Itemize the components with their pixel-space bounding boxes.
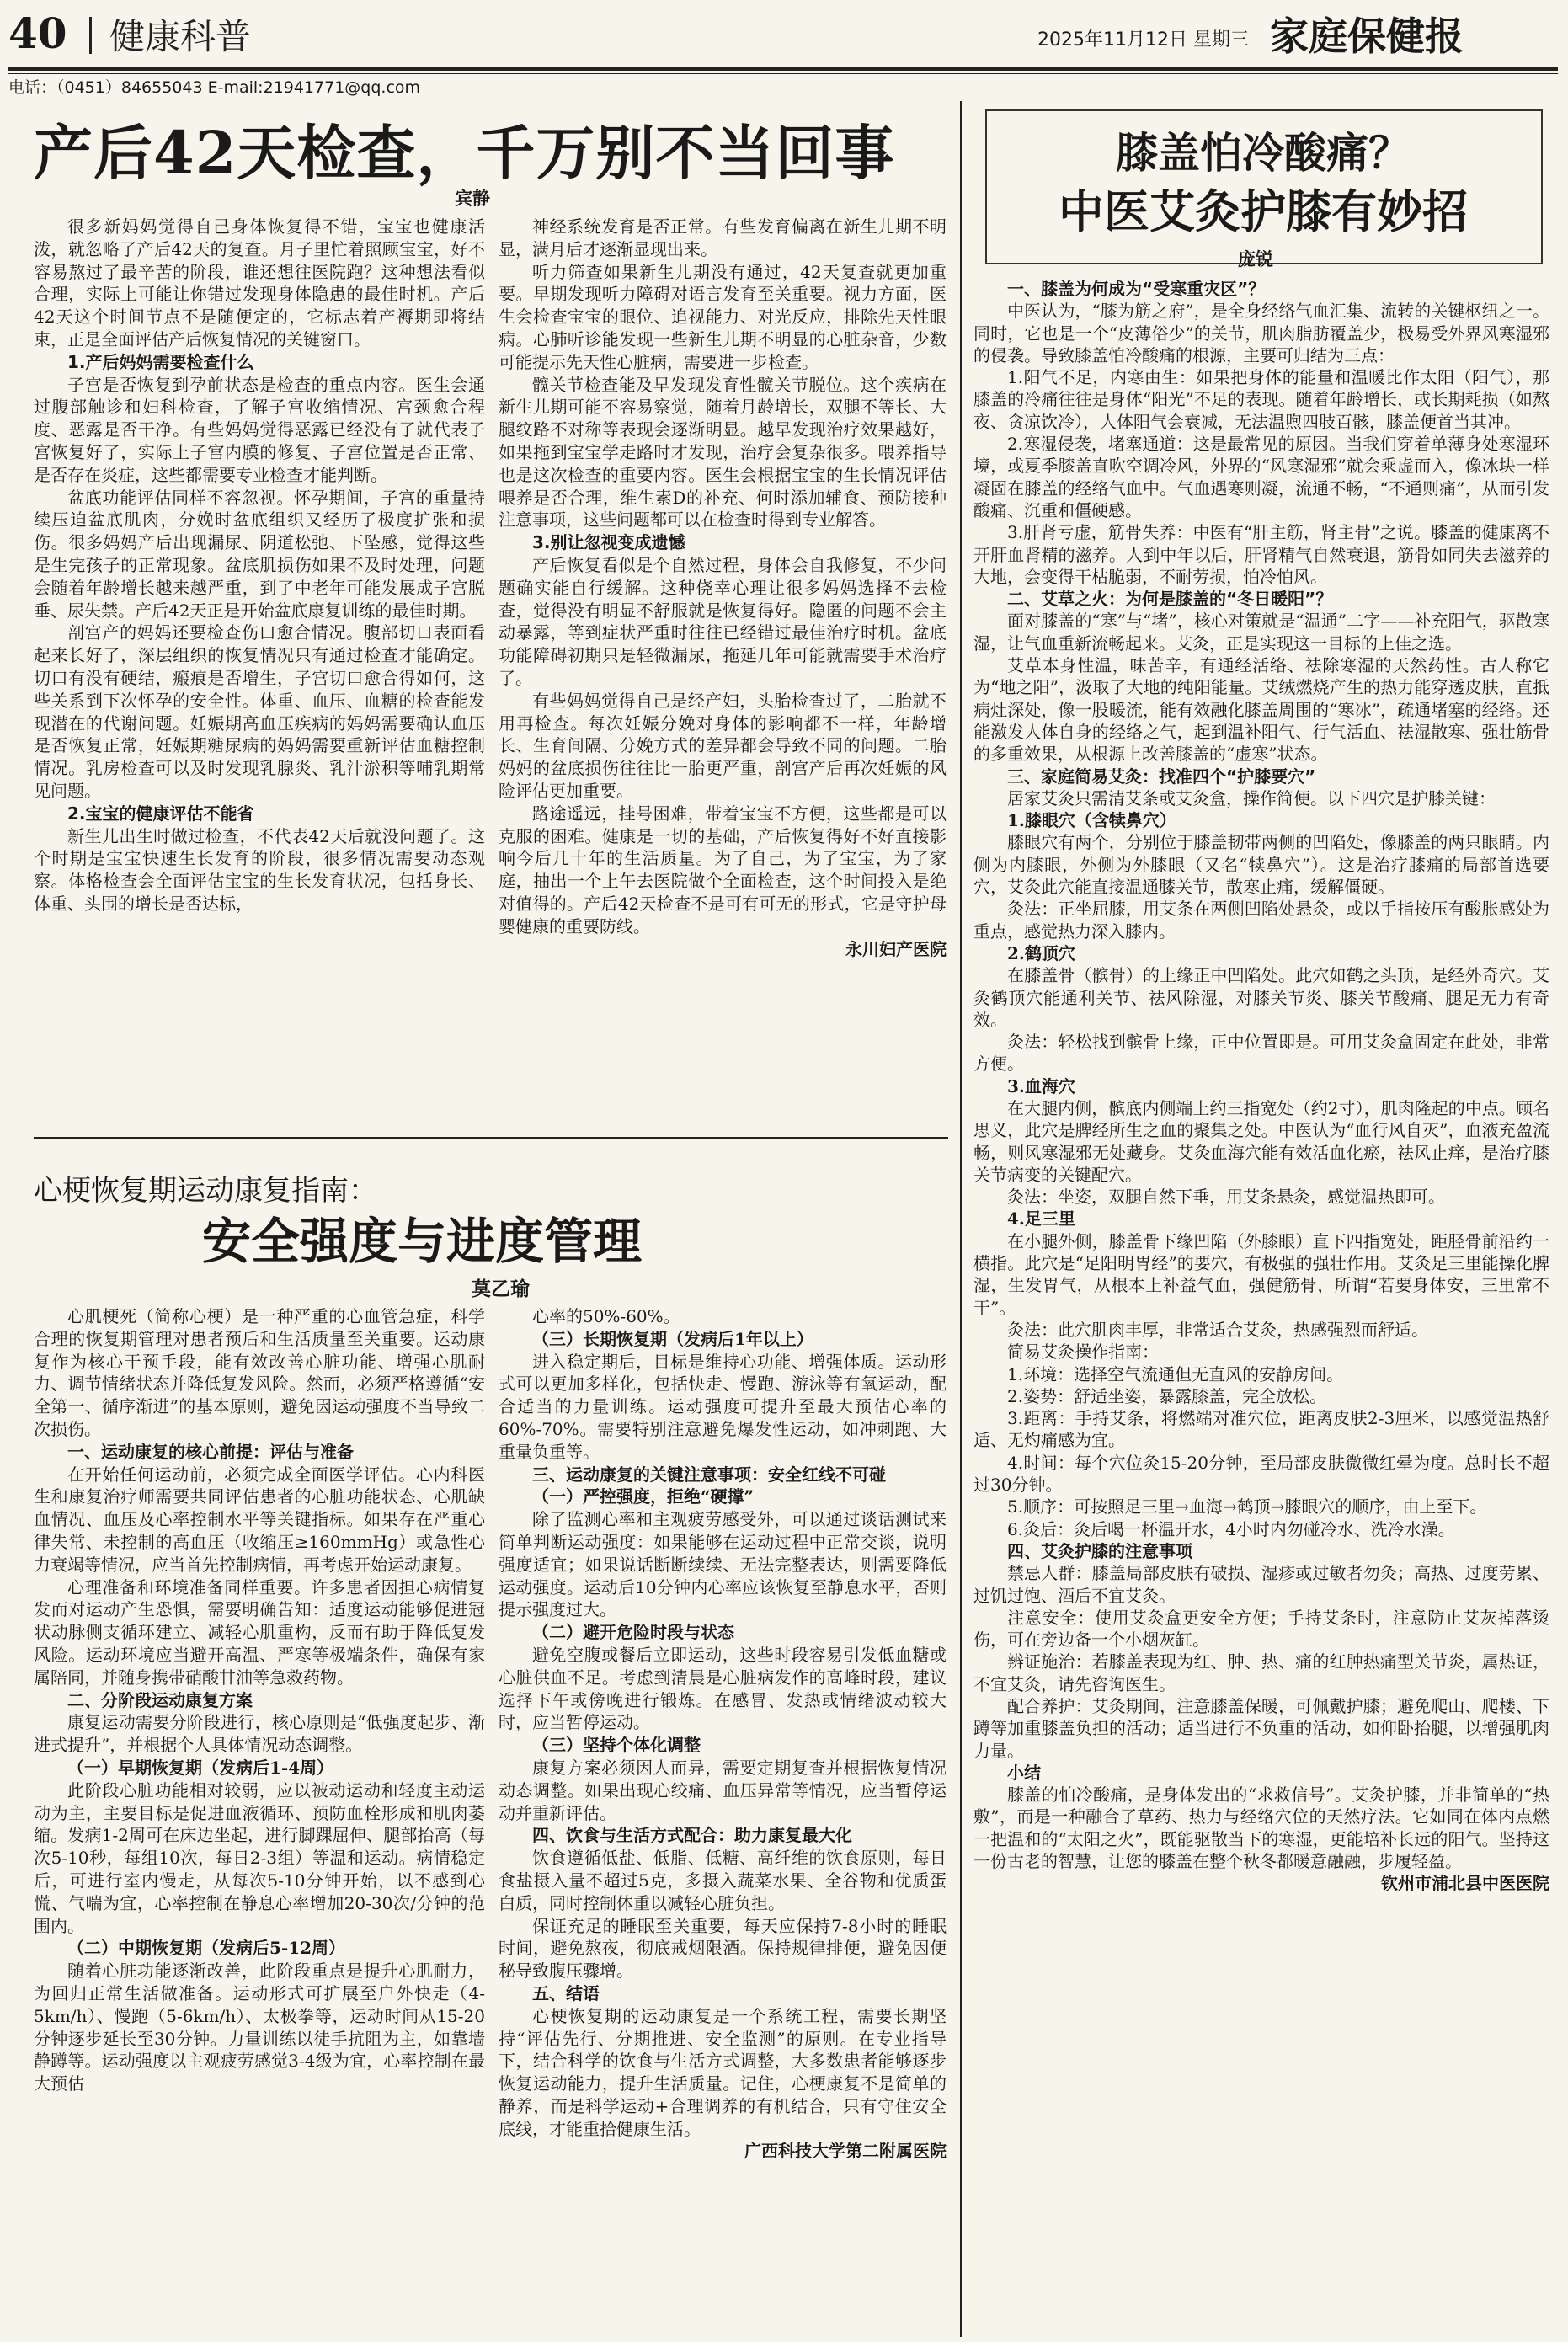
section-name: 健康科普 [109, 16, 252, 57]
section-heading: 四、艾灸护膝的注意事项 [1007, 1540, 1192, 1561]
header-divider-left [89, 17, 92, 54]
paragraph: 膝眼穴有两个，分别位于膝盖韧带两侧的凹陷处，像膝盖的两只眼睛。内侧为内膝眼，外侧为外膝眼（又名“犊鼻穴”）。这是治疗膝痛的局部首选要穴，艾灸此穴能直接温通膝关节，散寒止痛，缓解僵硬。 [973, 832, 1549, 898]
sub-heading: 1.膝眼穴（含犊鼻穴） [1007, 810, 1176, 831]
section-heading: 二、艾草之火：为何是膝盖的“冬日暖阳”？ [1007, 589, 1333, 610]
article2-kicker: 心梗恢复期运动康复指南： [34, 1174, 377, 1208]
paragraph: 1.阳气不足，内寒由生：如果把身体的能量和温暖比作太阳（阳气），那膝盖的冷痛往往是身体“阳光”不足的表现。随着年龄增长，或长期耗损（如熬夜、贪凉饮冷），人体阳气会衰减，无法温煦四肢百骸，膝盖便首当其冲。 [973, 367, 1549, 432]
article1-author: 宾静 [455, 189, 490, 209]
section-heading: 3.别让忽视变成遗憾 [532, 532, 685, 553]
paragraph: 简易艾灸操作指南： [1007, 1342, 1159, 1363]
article1-column-2 [499, 216, 947, 1127]
article-separator [34, 1137, 948, 1139]
paragraph: 保证充足的睡眠至关重要，每天应保持7-8小时的睡眠时间，避免熬夜，彻底戒烟限酒。保持规律排便，避免因便秘导致腹压骤增。 [499, 1915, 947, 1982]
paragraph: 进入稳定期后，目标是维持心功能、增强体质。运动形式可以更加多样化，包括快走、慢跑、游泳等有氧运动，配合适当的力量训练。运动强度可提升至最大预估心率的60%-70%。需要特别注意避免爆发性运动，如冲刺跑、大重量负重等。 [499, 1351, 947, 1462]
paragraph: 新生儿出生时做过检查，不代表42天后就没问题了。这个时期是宝宝快速生长发育的阶段，很多情况需要动态观察。体格检查会全面评估宝宝的生长发育状况，包括身长、体重、头围的增长是否达标， [34, 825, 485, 914]
article3-body [973, 278, 1549, 2333]
paragraph: 5.顺序：可按照足三里→血海→鹤顶→膝眼穴的顺序，由上至下。 [1007, 1496, 1487, 1518]
paragraph: 辨证施治：若膝盖表现为红、肿、热、痛的红肿热痛型关节炎，属热证，不宜艾灸，请先咨询医生。 [973, 1651, 1549, 1694]
paragraph: 盆底功能评估同样不容忽视。怀孕期间，子宫的重量持续压迫盆底肌肉，分娩时盆底组织又经历了极度扩张和损伤。很多妈妈产后出现漏尿、阴道松弛、下坠感，觉得这些是生完孩子的正常现象。盆底肌损伤如果不及时处理，问题会随着年龄增长越来越严重，到了中老年可能发展成子宫脱垂、尿失禁。产后42天正是开始盆底康复训练的最佳时期。 [34, 487, 485, 621]
paragraph: 康复运动需要分阶段进行，核心原则是“低强度起步、渐进式提升”，并根据个人具体情况动态调整。 [34, 1712, 485, 1756]
paragraph: 避免空腹或餐后立即运动，这些时段容易引发低血糖或心脏供血不足。考虑到清晨是心脏病发作的高峰时段，建议选择下午或傍晚进行锻炼。在感冒、发热或情绪波动较大时，应当暂停运动。 [499, 1644, 947, 1733]
sub-heading: （二）中期恢复期（发病后5-12周） [67, 1938, 346, 1959]
article2-column-2 [499, 1305, 947, 2333]
sub-heading: （一）严控强度，拒绝“硬撑” [532, 1486, 755, 1507]
paragraph: 此阶段心脏功能相对较弱，应以被动运动和轻度主动运动为主，主要目标是促进血液循环、预防血栓形成和肌肉萎缩。发病1-2周可在床边坐起，进行脚踝屈伸、腿部抬高（每次5-10秒，每组10次，每日2-3组）等温和运动。病情稳定后，可进行室内慢走，从每次5-10分钟开始，以不感到心慌、气喘为宜，心率控制在静息心率增加20-30次/分钟的范围内。 [34, 1779, 485, 1936]
paragraph: 子宫是否恢复到孕前状态是检查的重点内容。医生会通过腹部触诊和妇科检查，了解子宫收缩情况、宫颈愈合程度、恶露是否干净。有些妈妈觉得恶露已经没有了就代表子宫恢复好了，实际上子宫内膜的修复、子宫位置是否正常、是否存在炎症，这些都需要专业检查才能判断。 [34, 374, 485, 485]
sub-heading: 4.足三里 [1007, 1208, 1075, 1230]
article1-column-1 [34, 216, 485, 1127]
paragraph: 在大腿内侧，髌底内侧端上约三指宽处（约2寸），肌肉隆起的中点。顾名思义，此穴是脾经所生之血的聚集之处。中医认为“血行风自灭”，血液充盈流畅，则风寒湿邪无处藏身。艾灸血海穴能有效活血化瘀，祛风止痒，是治疗膝关节病变的关键配穴。 [973, 1097, 1549, 1185]
paragraph: 饮食遵循低盐、低脂、低糖、高纤维的饮食原则，每日食盐摄入量不超过5克，多摄入蔬菜水果、全谷物和优质蛋白质，同时控制体重以减轻心脏负担。 [499, 1848, 947, 1913]
article3-author: 庞锐 [1238, 249, 1273, 269]
sub-heading: （二）避开危险时段与状态 [532, 1622, 734, 1643]
paragraph: 心率的50%-60%。 [532, 1306, 680, 1326]
source-credit: 钦州市浦北县中医医院 [1381, 1873, 1549, 1894]
section-heading: 2.宝宝的健康评估不能省 [67, 803, 254, 824]
paragraph: 灸法：轻松找到髌骨上缘，正中位置即是。可用艾灸盒固定在此处，非常方便。 [973, 1032, 1549, 1075]
paragraph: 心梗恢复期的运动康复是一个系统工程，需要长期坚持“评估先行、分期推进、安全监测”的原则。在专业指导下，结合科学的饮食与生活方式调整，大多数患者能够逐步恢复运动能力，提升生活质量。记住，心梗康复不是简单的静养，而是科学运动+合理调养的有机结合，只有守住安全底线，才能重拾健康生活。 [499, 2005, 947, 2139]
paragraph: 神经系统发育是否正常。有些发育偏离在新生儿期不明显，满月后才逐渐显现出来。 [499, 216, 947, 259]
section-heading: 小结 [1007, 1762, 1041, 1783]
paragraph: 路途遥远，挂号困难，带着宝宝不方便，这些都是可以克服的困难。健康是一切的基础，产后恢复得好不好直接影响今后几十年的生活质量。为了自己，为了宝宝，为了家庭，抽出一个上午去医院做个全面检查，这个时间投入是绝对值得的。产后42天检查不是可有可无的形式，它是守护母婴健康的重要防线。 [499, 803, 947, 936]
source-credit: 广西科技大学第二附属医院 [744, 2141, 947, 2162]
article1-title: 产后42天检查，千万别不当回事 [34, 118, 895, 188]
paragraph: 3.距离：手持艾条，将燃端对准穴位，距离皮肤2-3厘米，以感觉温热舒适、无灼痛感为宜。 [973, 1408, 1549, 1451]
sub-heading: 2.鹤顶穴 [1007, 942, 1075, 963]
header-rule-thick [8, 67, 1558, 71]
paragraph: 艾草本身性温，味苦辛，有通经活络、祛除寒湿的天然药性。古人称它为“地之阳”，汲取了大地的纯阳能量。艾绒燃烧产生的热力能穿透皮肤，直抵病灶深处，像一股暖流，能有效融化膝盖周围的“寒冰”，疏通堵塞的经络。还能激发人体自身的经络之气，起到温补阳气、行气活血、祛湿散寒、强壮筋骨的多重效果，从根源上改善膝盖的“虚寒”状态。 [973, 655, 1549, 765]
section-heading: 四、饮食与生活方式配合：助力康复最大化 [532, 1825, 852, 1846]
section-heading: 1.产后妈妈需要检查什么 [67, 351, 254, 372]
section-heading: 三、家庭简易艾灸：找准四个“护膝要穴” [1007, 766, 1316, 787]
page-number: 40 [8, 8, 67, 58]
sub-heading: （一）早期恢复期（发病后1-4周） [67, 1757, 334, 1778]
paragraph: 剖宫产的妈妈还要检查伤口愈合情况。腹部切口表面看起来长好了，深层组织的恢复情况只有通过检查才能确定。切口有没有硬结，瘢痕是否增生，子宫切口愈合得如何，这些关系到下次怀孕的安全性。体重、血压、血糖的检查能发现潜在的代谢问题。妊娠期高血压疾病的妈妈需要确认血压是否恢复正常，妊娠期糖尿病的妈妈需要重新评估血糖控制情况。乳房检查可以及时发现乳腺炎、乳汁淤积等哺乳期常见问题。 [34, 622, 485, 801]
paragraph: 很多新妈妈觉得自己身体恢复得不错，宝宝也健康活泼，就忽略了产后42天的复查。月子里忙着照顾宝宝，好不容易熬过了最辛苦的阶段，谁还想往医院跑？这种想法看似合理，实际上可能让你错过发现身体隐患的最佳时机。产后42天这个时间节点不是随便定的，它标志着产褥期即将结束，正是全面评估产后恢复情况的关键窗口。 [34, 216, 485, 349]
paragraph: 在小腿外侧，膝盖骨下缘凹陷（外膝眼）直下四指宽处，距胫骨前沿约一横指。此穴是“足阳明胃经”的要穴，有极强的强壮作用。艾灸足三里能操化脾湿，生发胃气，从根本上补益气血，强健筋骨，所谓“若要身体安，三里常不干”。 [973, 1230, 1549, 1318]
paragraph: 灸法：此穴肌肉丰厚，非常适合艾灸，热感强烈而舒适。 [1007, 1319, 1428, 1340]
article3-title-line1: 膝盖怕冷酸痛？ [1116, 128, 1411, 178]
source-credit: 永川妇产医院 [845, 938, 947, 959]
section-heading: 二、分阶段运动康复方案 [67, 1689, 253, 1710]
issue-date: 2025年11月12日 星期三 [1037, 29, 1249, 51]
section-heading: 五、结语 [532, 1982, 600, 2003]
paragraph: 听力筛查如果新生儿期没有通过，42天复查就更加重要。早期发现听力障碍对语言发育至关重要。视力方面，医生会检查宝宝的眼位、追视能力、对光反应，排除先天性眼病。心肺听诊能发现一些新生儿期不明显的心脏杂音，少数可能提示先天性心脏病，需要进一步检查。 [499, 261, 947, 372]
paragraph: 在开始任何运动前，必须完成全面医学评估。心内科医生和康复治疗师需要共同评估患者的心脏功能状态、心肌缺血情况、血压及心率控制水平等关键指标。如果存在严重心律失常、未控制的高血压（收缩压≥160mmHg）或急性心力衰竭等情况，应当首先控制病情，再考虑开始运动康复。 [34, 1464, 485, 1575]
section-heading: 一、膝盖为何成为“受寒重灾区”？ [1007, 279, 1266, 299]
paragraph: 灸法：正坐屈膝，用艾条在两侧凹陷处悬灸，或以手指按压有酸胀感处为重点，感觉热力深入膝内。 [973, 899, 1549, 942]
paragraph: 居家艾灸只需清艾条或艾灸盒，操作简便。以下四穴是护膝关键： [1007, 787, 1496, 808]
paragraph: 产后恢复看似是个自然过程，身体会自我修复，不少问题确实能自行缓解。这种侥幸心理让很多妈妈选择不去检查，觉得没有明显不舒服就是恢复得好。隐匿的问题不会主动暴露，等到症状严重时往往已经错过最佳治疗时机。盆底功能障碍初期只是轻微漏尿，拖延几年可能就需要手术治疗了。 [499, 554, 947, 688]
paragraph: 1.环境：选择空气流通但无直风的安静房间。 [1007, 1363, 1344, 1384]
paragraph: 康复方案必须因人而异，需要定期复查并根据恢复情况动态调整。如果出现心绞痛、血压异常等情况，应当暂停运动并重新评估。 [499, 1757, 947, 1823]
article3-title-line2: 中医艾灸护膝有妙招 [1059, 184, 1468, 238]
paragraph: 禁忌人群：膝盖局部皮肤有破损、湿疹或过敏者勿灸；高热、过度劳累、过饥过饱、酒后不宜艾灸。 [973, 1563, 1549, 1606]
section-heading: 一、运动康复的核心前提：评估与准备 [67, 1441, 354, 1462]
section-heading: 三、运动康复的关键注意事项：安全红线不可碰 [532, 1464, 886, 1485]
paragraph: 除了监测心率和主观疲劳感受外，可以通过谈话测试来简单判断运动强度：如果能够在运动过程中正常交谈，说明强度适宜；如果说话断断续续、无法完整表达，则需要降低运动强度。运动后10分钟内心率应该恢复至静息水平，否则提示强度过大。 [499, 1509, 947, 1620]
paragraph: 3.肝肾亏虚，筋骨失养：中医有“肝主筋，肾主骨”之说。膝盖的健康离不开肝血肾精的滋养。人到中年以后，肝肾精气自然衰退，筋骨如同失去滋养的大地，会变得干枯脆弱，不耐劳损，怕冷怕风。 [973, 522, 1549, 587]
sub-heading: （三）坚持个体化调整 [532, 1735, 701, 1756]
paragraph: 心肌梗死（简称心梗）是一种严重的心血管急症，科学合理的恢复期管理对患者预后和生活质量至关重要。运动康复作为核心干预手段，能有效改善心脏功能、增强心肌耐力、调节情绪状态并降低复发风险。然而，必须严格遵循“安全第一、循序渐进”的基本原则，避免因运动强度不当导致二次损伤。 [34, 1306, 485, 1439]
paragraph: 在膝盖骨（髌骨）的上缘正中凹陷处。此穴如鹤之头顶，是经外奇穴。艾灸鹤顶穴能通利关节、祛风除湿，对膝关节炎、膝关节酸痛、腿足无力有奇效。 [973, 965, 1549, 1030]
paragraph: 面对膝盖的“寒”与“堵”，核心对策就是“温通”二字——补充阳气，驱散寒湿，让气血重新流畅起来。艾灸，正是实现这一目标的上佳之选。 [973, 611, 1549, 654]
right-column-divider [960, 101, 962, 2337]
contact-line: 电话：（0451）84655043 E-mail:21941771@qq.com [8, 78, 421, 97]
article2-author: 莫乙瑜 [472, 1278, 530, 1300]
paragraph: 膝盖的怕冷酸痛，是身体发出的“求救信号”。艾灸护膝，并非简单的“热敷”，而是一种融合了草药、热力与经络穴位的天然疗法。它如同在体内点燃一把温和的“太阳之火”，既能驱散当下的寒湿，更能培补长远的阳气。坚持这一份古老的智慧，让您的膝盖在整个秋冬都暖意融融，步履轻盈。 [973, 1785, 1549, 1872]
article2-column-1 [34, 1305, 485, 2333]
paragraph: 4.时间：每个穴位灸15-20分钟，至局部皮肤微微红晕为度。总时长不超过30分钟。 [973, 1452, 1549, 1496]
paragraph: 6.灸后：灸后喝一杯温开水，4小时内勿碰冷水、洗冷水澡。 [1007, 1518, 1455, 1539]
header-rule-thin [8, 73, 1558, 74]
sub-heading: （三）长期恢复期（发病后1年以上） [532, 1328, 813, 1349]
article2-title: 安全强度与进度管理 [202, 1213, 643, 1270]
paragraph: 灸法：坐姿，双腿自然下垂，用艾条悬灸，感觉温热即可。 [1007, 1187, 1445, 1208]
paragraph: 配合养护：艾灸期间，注意膝盖保暖，可佩戴护膝；避免爬山、爬楼、下蹲等加重膝盖负担的活动；适当进行不负重的活动，如仰卧抬腿，以增强肌肉力量。 [973, 1696, 1549, 1761]
paragraph: 心理准备和环境准备同样重要。许多患者因担心病情复发而对运动产生恐惧，需要明确告知：适度运动能够促进冠状动脉侧支循环建立、减轻心肌重构，反而有助于降低复发风险。运动环境应当避开高温、严寒等极端条件，确保有家属陪同，并随身携带硝酸甘油等急救药物。 [34, 1576, 485, 1688]
paragraph: 2.姿势：舒适坐姿，暴露膝盖，完全放松。 [1007, 1385, 1327, 1406]
newspaper-name: 家庭保健报 [1270, 13, 1464, 59]
paragraph: 有些妈妈觉得自己是经产妇，头胎检查过了，二胎就不用再检查。每次妊娠分娩对身体的影响都不一样，年龄增长、生育间隔、分娩方式的差异都会导致不同的问题。二胎妈妈的盆底损伤往往比一胎更严重，剖宫产后再次妊娠的风险评估更加重要。 [499, 690, 947, 801]
paragraph: 髋关节检查能及早发现发育性髋关节脱位。这个疾病在新生儿期可能不容易察觉，随着月龄增长，双腿不等长、大腿纹路不对称等表现会逐渐明显。越早发现治疗效果越好，如果拖到宝宝学走路时才发现，治疗会复杂很多。喂养指导也是这次检查的重要内容。医生会根据宝宝的生长情况评估喂养是否合理，维生素D的补充、何时添加辅食、预防接种注意事项，这些问题都可以在检查时得到专业解答。 [499, 374, 947, 531]
paragraph: 随着心脏功能逐渐改善，此阶段重点是提升心肌耐力，为回归正常生活做准备。运动形式可扩展至户外快走（4-5km/h）、慢跑（5-6km/h）、太极拳等，运动时间从15-20分钟逐步延长至30分钟。力量训练以徒手抗阻为主，如靠墙静蹲等。运动强度以主观疲劳感觉3-4级为宜，心率控制在最大预估 [34, 1961, 485, 2094]
paragraph: 中医认为，“膝为筋之府”，是全身经络气血汇集、流转的关键枢纽之一。同时，它也是一个“皮薄俗少”的关节，肌肉脂肪覆盖少，极易受外界风寒湿邪的侵袭。导致膝盖怕冷酸痛的根源，主要可归结为三点： [973, 301, 1549, 365]
paragraph: 注意安全：使用艾灸盒更安全方便；手持艾条时，注意防止艾灰掉落烫伤，可在旁边备一个小烟灰缸。 [973, 1607, 1549, 1651]
paragraph: 2.寒湿侵袭，堵塞通道：这是最常见的原因。当我们穿着单薄身处寒湿环境，或夏季膝盖直吹空调冷风，外界的“风寒湿邪”就会乘虚而入，像冰块一样凝固在膝盖的经络气血中。气血遇寒则凝，流通不畅，“不通则痛”，从而引发酸痛、沉重和僵硬感。 [973, 434, 1549, 520]
sub-heading: 3.血海穴 [1007, 1075, 1075, 1096]
